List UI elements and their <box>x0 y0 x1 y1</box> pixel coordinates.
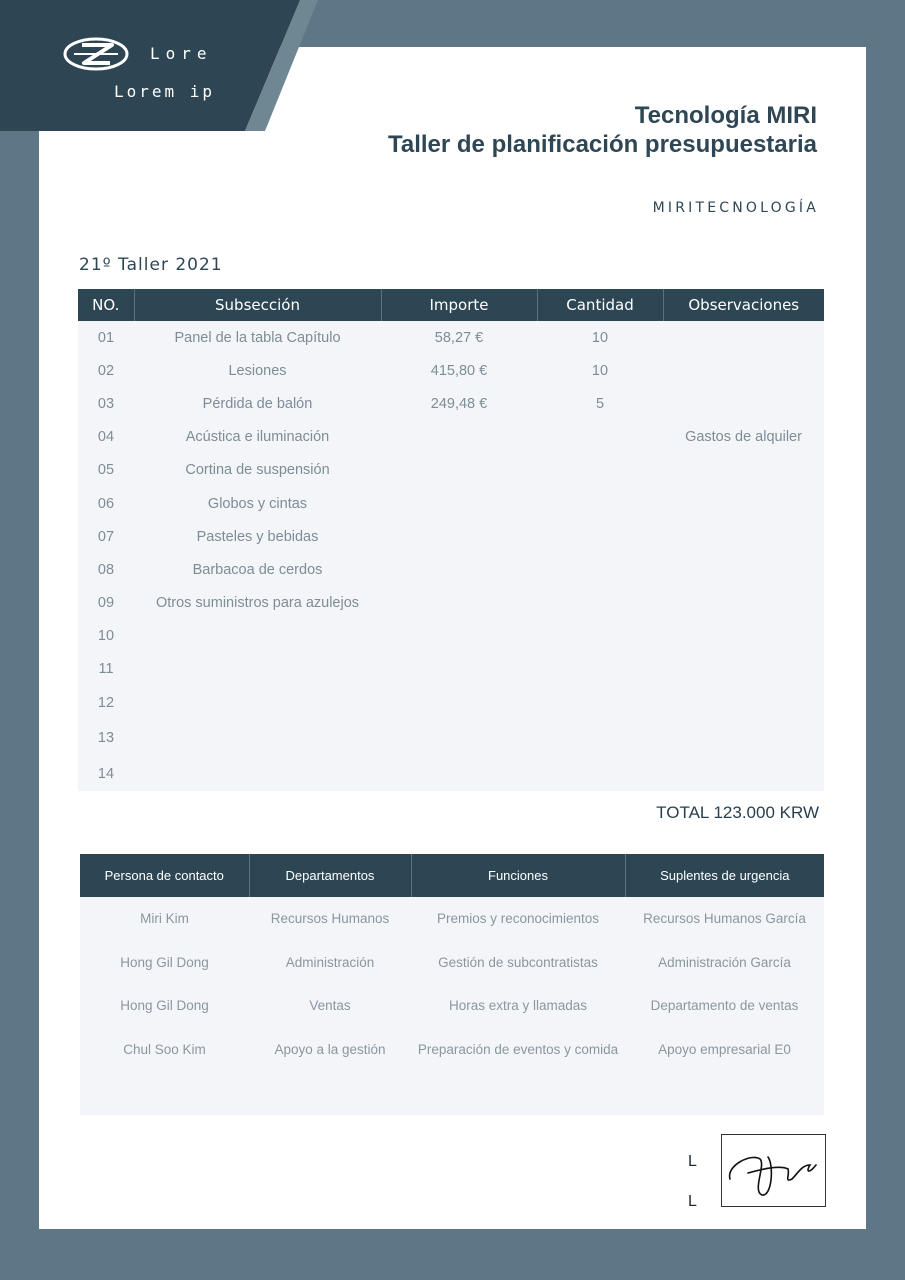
signature-labels <box>688 1142 697 1222</box>
row-amount <box>381 719 537 757</box>
logo-emblem-icon <box>62 36 130 72</box>
row-number: 12 <box>97 694 115 711</box>
row-notes <box>663 321 824 354</box>
row-quantity: 10 <box>591 329 609 346</box>
company-name: MIRITECNOLOGÍA <box>652 200 819 216</box>
logo <box>62 36 262 116</box>
table-row <box>78 487 824 520</box>
row-quantity <box>537 454 663 487</box>
row-notes: Gastos de alquiler <box>685 429 802 446</box>
row-subsection <box>134 719 381 757</box>
col-header-quantity: Cantidad <box>537 289 663 321</box>
row-subsection <box>134 757 381 791</box>
row-amount <box>381 686 537 719</box>
row-amount <box>381 520 537 553</box>
row-number: 01 <box>97 329 115 346</box>
row-subsection: Barbacoa de cerdos <box>192 561 323 578</box>
col-header-notes: Observaciones <box>663 289 824 321</box>
signature-label-1: L <box>688 1153 697 1170</box>
row-subsection: Pérdida de balón <box>202 395 313 412</box>
row-notes <box>663 653 824 686</box>
col-header-amount: Importe <box>381 289 537 321</box>
row-quantity <box>537 520 663 553</box>
table-row <box>78 520 824 553</box>
contact-person: Chul Soo Kim <box>123 1041 206 1057</box>
contact-substitute: Administración García <box>658 954 791 970</box>
row-notes <box>663 520 824 553</box>
row-quantity <box>537 686 663 719</box>
table-row <box>80 897 824 941</box>
contacts-table <box>80 854 824 1115</box>
row-quantity: 5 <box>595 395 605 412</box>
table-row <box>78 321 824 354</box>
contacts-header-row <box>80 854 824 897</box>
col-header-subsection: Subsección <box>134 289 381 321</box>
row-number: 07 <box>97 528 115 545</box>
contact-person: Hong Gil Dong <box>120 998 209 1014</box>
table-row <box>78 421 824 454</box>
signature-box[interactable] <box>721 1134 826 1207</box>
col-header-department: Departamentos <box>249 854 411 897</box>
row-subsection <box>134 653 381 686</box>
contact-function: Gestión de subcontratistas <box>438 954 598 970</box>
row-amount: 415,80 € <box>430 362 488 379</box>
row-notes <box>663 387 824 420</box>
row-notes <box>663 719 824 757</box>
table-row <box>78 553 824 586</box>
total-amount: TOTAL 123.000 KRW <box>656 803 819 822</box>
contact-function: Horas extra y llamadas <box>448 998 588 1014</box>
row-number: 03 <box>97 395 115 412</box>
empty-cell <box>625 1071 824 1115</box>
row-quantity <box>537 587 663 620</box>
row-subsection: Pasteles y bebidas <box>196 528 319 545</box>
table-row <box>80 1028 824 1072</box>
row-amount <box>381 487 537 520</box>
row-quantity <box>537 421 663 454</box>
row-number: 06 <box>97 495 115 512</box>
row-subsection: Lesiones <box>228 362 287 379</box>
row-quantity <box>537 719 663 757</box>
contact-person: Miri Kim <box>140 911 189 927</box>
logo-text-line1: Lore <box>150 44 213 63</box>
table-row <box>78 757 824 791</box>
table-row <box>78 653 824 686</box>
table-row <box>78 719 824 757</box>
row-notes <box>663 620 824 653</box>
col-header-contact: Persona de contacto <box>80 854 249 897</box>
row-amount <box>381 587 537 620</box>
title-line1: Tecnología MIRI <box>634 102 817 129</box>
row-notes <box>663 354 824 387</box>
col-header-substitutes: Suplentes de urgencia <box>625 854 824 897</box>
row-notes <box>663 587 824 620</box>
row-amount: 249,48 € <box>430 395 488 412</box>
contact-substitute: Departamento de ventas <box>650 998 799 1014</box>
row-amount <box>381 653 537 686</box>
table-row <box>78 354 824 387</box>
contact-function: Premios y reconocimientos <box>436 911 600 927</box>
row-quantity <box>537 487 663 520</box>
row-amount <box>381 757 537 791</box>
row-amount <box>381 553 537 586</box>
row-quantity: 10 <box>591 362 609 379</box>
row-amount <box>381 421 537 454</box>
table-row <box>78 686 824 719</box>
contact-department: Recursos Humanos <box>270 911 390 927</box>
row-quantity <box>537 620 663 653</box>
row-number: 09 <box>97 595 115 612</box>
row-number: 14 <box>97 766 115 783</box>
row-subsection: Panel de la tabla Capítulo <box>174 329 341 346</box>
table-row <box>78 454 824 487</box>
row-number: 11 <box>98 661 114 678</box>
handwritten-signature <box>722 1135 825 1206</box>
empty-cell <box>80 1071 249 1115</box>
row-quantity <box>537 653 663 686</box>
row-notes <box>663 686 824 719</box>
row-notes <box>663 454 824 487</box>
row-amount: 58,27 € <box>434 329 484 346</box>
row-notes <box>663 757 824 791</box>
title-line2: Taller de planificación presupuestaria <box>387 131 817 158</box>
budget-header-row <box>78 289 824 321</box>
row-number: 02 <box>97 362 115 379</box>
row-amount <box>381 620 537 653</box>
row-number: 08 <box>97 561 115 578</box>
signature-label-2: L <box>688 1193 697 1210</box>
contact-person: Hong Gil Dong <box>120 954 209 970</box>
row-amount <box>381 454 537 487</box>
contact-department: Apoyo a la gestión <box>274 1041 386 1057</box>
row-subsection: Otros suministros para azulejos <box>155 595 360 612</box>
document-title <box>388 101 817 159</box>
table-row <box>78 587 824 620</box>
logo-text-line2: Lorem ip <box>114 82 216 101</box>
row-subsection <box>134 686 381 719</box>
contact-department: Administración <box>285 954 375 970</box>
table-row <box>80 941 824 985</box>
budget-table <box>78 289 824 791</box>
contact-department: Ventas <box>309 998 351 1014</box>
contact-substitute: Apoyo empresarial E0 <box>658 1041 791 1057</box>
row-subsection: Acústica e iluminación <box>185 429 330 446</box>
contact-function: Preparación de eventos y comida <box>417 1041 619 1057</box>
contact-substitute: Recursos Humanos García <box>643 911 806 927</box>
workshop-label: 21º Taller 2021 <box>79 255 223 275</box>
col-header-functions: Funciones <box>411 854 625 897</box>
table-row <box>78 387 824 420</box>
row-number: 13 <box>97 730 115 747</box>
row-notes <box>663 487 824 520</box>
row-subsection <box>134 620 381 653</box>
row-subsection: Globos y cintas <box>207 495 308 512</box>
table-spacer-row <box>80 1071 824 1115</box>
table-row <box>80 984 824 1028</box>
row-notes <box>663 553 824 586</box>
row-number: 10 <box>97 628 115 645</box>
row-quantity <box>537 757 663 791</box>
row-number: 04 <box>97 429 115 446</box>
table-row <box>78 620 824 653</box>
row-quantity <box>537 553 663 586</box>
row-subsection: Cortina de suspensión <box>185 462 330 479</box>
empty-cell <box>249 1071 411 1115</box>
col-header-no: NO. <box>78 289 134 321</box>
row-number: 05 <box>97 462 115 479</box>
empty-cell <box>411 1071 625 1115</box>
